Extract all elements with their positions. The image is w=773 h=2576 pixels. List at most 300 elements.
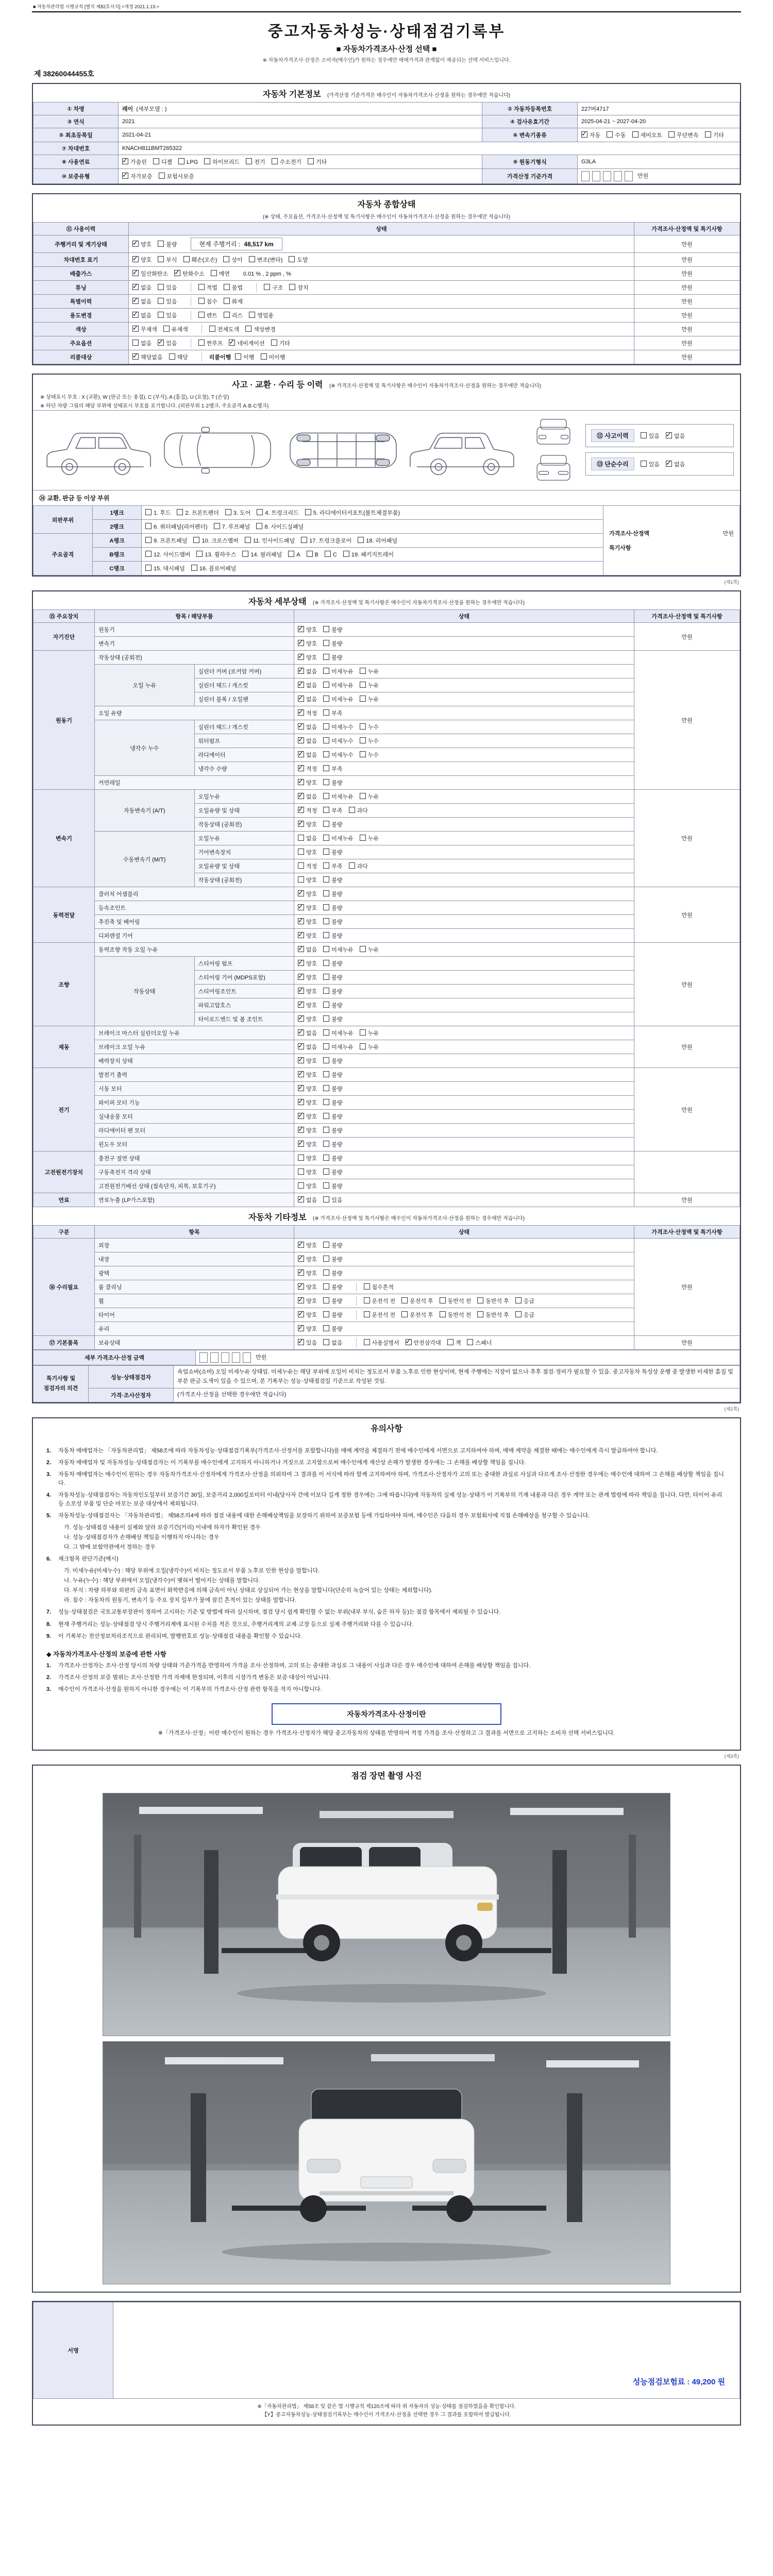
unchecked-checkbox-icon: [158, 298, 164, 304]
item-state: [294, 971, 634, 985]
device-group-label: 원동기: [33, 651, 95, 790]
price-definition-title: 자동차가격조사·산정이란: [347, 1709, 426, 1718]
checkbox-option: 양호: [298, 876, 317, 884]
checkbox-option: 미세누수: [323, 737, 354, 745]
inspection-photo-2: [103, 2041, 670, 2284]
form-reference: ■ 자동차관리법 시행규칙 [별지 제82호서식] <개정 2021.1.19.>: [33, 4, 159, 9]
checkbox-option: 운전석 전: [364, 1311, 396, 1319]
checkbox-group: [132, 313, 183, 319]
checked-checkbox-icon: [298, 723, 304, 730]
checked-checkbox-icon: [298, 932, 304, 938]
checkbox-option: 매연: [211, 269, 230, 278]
checkbox-option: ✓ 없음: [298, 1196, 317, 1204]
overall-table: [33, 222, 740, 364]
notice-item-text: 자동차 매매업자 및 자동차성능·상태점검자는 이 기록부를 매수인에게 고지하지 아니하거나 거짓으로 고지함으로써 매수인에게 재산상 손해가 발생한 경우에는 그 손해를 배상할 책임을 집니다.: [58, 1459, 526, 1466]
checked-checkbox-icon: [298, 765, 304, 771]
device-header: ⑮ 주요장치: [33, 610, 95, 623]
sub-option-group: [201, 325, 282, 334]
unchecked-checkbox-icon: [360, 1029, 366, 1036]
unchecked-checkbox-icon: [178, 158, 184, 164]
price-digit-box: [581, 171, 590, 181]
checked-checkbox-icon: [298, 1029, 304, 1036]
checked-checkbox-icon: [174, 270, 180, 276]
checked-checkbox-icon: [298, 1141, 304, 1147]
state-code-legend: ※ 상태표시 부호 : X (교환), W (판금 또는 용접), C (부식), A (흠집), U (요철), T (손상): [40, 395, 229, 400]
checkbox-option: 18. 리어패널: [358, 536, 397, 545]
unchecked-checkbox-icon: [323, 904, 329, 910]
checkbox-group: [298, 836, 385, 842]
overall-row: [33, 235, 740, 253]
unchecked-checkbox-icon: [325, 551, 331, 557]
checkbox-option: 디젤: [153, 158, 172, 166]
unchecked-checkbox-icon: [261, 353, 267, 360]
checkbox-option: 침수흔적: [364, 1283, 394, 1291]
year-label: ③ 연식: [33, 115, 119, 128]
unchecked-checkbox-icon: [257, 509, 263, 515]
unchecked-checkbox-icon: [158, 256, 164, 262]
item-label: 연료누출 (LP가스포함): [95, 1193, 294, 1207]
notice-item-text: 현재 주행거리는 성능·상태점검 당시 주행거리계에 표시된 수치를 적은 것으로, 주행거리계의 교체·고장 등으로 실제 주행거리와 다를 수 있습니다.: [58, 1621, 414, 1628]
item-state: [294, 1054, 634, 1068]
page-mark-2: (제2쪽): [724, 1406, 739, 1412]
unchecked-checkbox-icon: [349, 862, 355, 869]
item-state: [294, 1280, 634, 1294]
detail-row: [33, 1193, 740, 1207]
checkbox-option: 12. 사이드멤버: [145, 550, 190, 558]
checked-checkbox-icon: [406, 1339, 412, 1345]
checkbox-option: 불량: [323, 820, 342, 828]
notice-subitem: 다. 부식 : 차량 하부와 외판의 금속 표면이 화학반응에 의해 금속이 아닌 상태로 상실되어 가는 현상을 말합니다(단순히 녹슬어 있는 상태는 제외합니다).: [64, 1587, 433, 1594]
checked-checkbox-icon: [298, 737, 304, 743]
detail-title: [33, 591, 740, 609]
checkbox-option: ✓ 양호: [298, 1241, 317, 1249]
etc-price-header: 가격조사·산정액 및 특기사항: [634, 1226, 740, 1239]
overall-title: [33, 194, 740, 212]
checkbox-option: ✓ 자동: [581, 131, 600, 139]
item-state: [294, 1026, 634, 1040]
unchecked-checkbox-icon: [323, 696, 329, 702]
checkbox-option: 불량: [323, 890, 342, 898]
checkbox-option: 유채색: [163, 325, 188, 333]
car-submodel: (세부모델 : ): [136, 106, 167, 112]
detail-row: [33, 665, 740, 679]
checkbox-option: 불량: [323, 1001, 342, 1009]
unchecked-checkbox-icon: [323, 876, 329, 883]
checkbox-option: 불량: [323, 1140, 342, 1148]
car-name: 레이: [122, 106, 133, 112]
item-state: [294, 1138, 634, 1151]
checkbox-group: [132, 257, 314, 263]
checkbox-option: 19. 패키지트레이: [343, 550, 394, 558]
checked-checkbox-icon: [298, 1242, 304, 1248]
row-state: [129, 253, 634, 267]
rank-row: [33, 506, 740, 520]
item-state: [294, 887, 634, 901]
item-state: [294, 929, 634, 943]
detail-row: [33, 1308, 740, 1322]
unchecked-checkbox-icon: [198, 340, 205, 346]
panel-group-label: 주요골격: [33, 534, 93, 575]
checkbox-option: 17. 트렁크플로어: [301, 536, 351, 545]
unchecked-checkbox-icon: [515, 1297, 522, 1303]
unchecked-checkbox-icon: [289, 284, 295, 290]
checked-checkbox-icon: [132, 241, 139, 247]
checkbox-option: 부족: [323, 709, 342, 717]
checkbox-option: 불량: [323, 1015, 342, 1023]
checkbox-option: ✓ 양호: [298, 987, 317, 995]
detail-row: [33, 1322, 740, 1336]
checkbox-group: [298, 919, 349, 925]
checked-checkbox-icon: [298, 1002, 304, 1008]
total-price-table: [33, 1350, 740, 1365]
checkbox-option: 불량: [323, 876, 342, 884]
signature-area: [113, 2302, 740, 2399]
exchange-panel-header: ⑭ 교환, 판금 등 이상 부위: [33, 490, 740, 505]
checkbox-option: 불량: [323, 1182, 342, 1190]
inspection-photos-section: [32, 1765, 741, 2293]
item-state: [294, 706, 634, 720]
checkbox-group: [298, 766, 349, 772]
vin-label: ⑦ 차대번호: [33, 142, 119, 155]
unchecked-checkbox-icon: [360, 835, 366, 841]
unchecked-checkbox-icon: [360, 668, 366, 674]
subgroup-label: 냉각수 누수: [95, 720, 195, 776]
device-group-label: 고전원전기장치: [33, 1151, 95, 1193]
checkbox-group: [198, 299, 249, 305]
unchecked-checkbox-icon: [323, 1043, 329, 1049]
unchecked-checkbox-icon: [256, 523, 262, 529]
checkbox-group: [364, 1284, 400, 1291]
checkbox-option: 영업용: [249, 311, 274, 319]
page-mark-1: (제1쪽): [724, 580, 739, 585]
mileage-box: 현재 주행거리 : 48,517 km: [191, 238, 282, 250]
price-digit-box: [221, 1352, 229, 1363]
overall-row: [33, 281, 740, 295]
item-label: 변속기: [95, 637, 294, 651]
detail-title-text: 자동차 세부상태: [248, 598, 307, 606]
unchecked-checkbox-icon: [323, 1141, 329, 1147]
checkbox-option: 화재: [224, 297, 243, 306]
accident-history-section: [32, 374, 741, 577]
engine-label: ⑨ 원동기형식: [482, 155, 578, 169]
checkbox-option: ✓ 양호: [298, 1269, 317, 1277]
detail-row: [33, 623, 740, 637]
footer-legal-2: 【Y】중고자동차성능·상태점검기록부는 매수인이 가격조사·산정을 선택한 경우 그 결과를 포함하여 발급됩니다.: [262, 2412, 511, 2418]
checkbox-option: 불량: [323, 1168, 342, 1176]
checked-checkbox-icon: [581, 131, 587, 138]
unchecked-checkbox-icon: [323, 723, 329, 730]
price-unit: 만원: [637, 173, 649, 179]
sub-option-group: [191, 311, 280, 320]
photos-title: [33, 1766, 740, 1784]
checkbox-option: 보험사보증: [159, 172, 194, 180]
price-digit-box: [199, 1352, 208, 1363]
panel-items: [142, 506, 603, 520]
checkbox-option: ✓ 없음: [132, 311, 152, 319]
item-label: 원동기: [95, 623, 294, 637]
checkbox-group: [122, 159, 333, 165]
detail-row: [33, 651, 740, 665]
checkbox-group: [298, 1003, 349, 1009]
checkbox-option: 미세누유: [323, 667, 354, 675]
checkbox-group: [298, 1257, 349, 1263]
detail-row: [33, 1252, 740, 1266]
remarks-side-label: 특기사항 및 점검자의 의견: [33, 1366, 89, 1402]
checkbox-option: ✓ 양호: [298, 904, 317, 912]
checkbox-group: [641, 432, 692, 439]
checkbox-option: 구조: [264, 283, 283, 292]
checkbox-option: ✓ 양호: [298, 890, 317, 898]
checkbox-group: [298, 850, 349, 856]
item-label: 실린더 헤드 / 개스킷: [194, 720, 294, 734]
checked-checkbox-icon: [298, 988, 304, 994]
detail-row: [33, 943, 740, 957]
price-cell: 만원: [634, 943, 740, 1026]
checkbox-option: 미이행: [261, 353, 285, 361]
row-label: 차대번호 표기: [33, 253, 129, 267]
unchecked-checkbox-icon: [323, 821, 329, 827]
unchecked-checkbox-icon: [323, 1168, 329, 1175]
unchecked-checkbox-icon: [323, 709, 329, 716]
overall-row: [33, 323, 740, 336]
checkbox-option: ✓ 양호: [298, 1001, 317, 1009]
detail-row: [33, 915, 740, 929]
footer-legal-1: ※「자동차관리법」 제58조 및 같은 법 시행규칙 제120조에 따라 위 자동차의 성능·상태를 점검하였음을 확인합니다.: [257, 2404, 516, 2410]
checkbox-option: ✓ 양호: [298, 918, 317, 926]
sub-option-group: [191, 283, 249, 292]
notice-body: [33, 1436, 740, 1750]
item-state: [294, 762, 634, 776]
checkbox-option: ✓ 없음: [298, 751, 317, 759]
checkbox-option: 불량: [323, 1311, 342, 1319]
fuel-options: [119, 155, 482, 169]
checkbox-option: ✓ 없음: [298, 1043, 317, 1051]
notice-item-number: 3.: [46, 1471, 52, 1478]
item-state: [294, 1124, 634, 1138]
car-front-view-diagram: [528, 416, 579, 448]
checked-checkbox-icon: [298, 668, 304, 674]
price-cell: 만원: [634, 267, 740, 281]
item-state: [294, 915, 634, 929]
car-diagrams: [33, 410, 740, 490]
unchecked-checkbox-icon: [323, 1297, 329, 1303]
item-label: 실린더 블록 / 오일팬: [194, 692, 294, 706]
unchecked-checkbox-icon: [242, 551, 248, 557]
unchecked-checkbox-icon: [323, 1325, 329, 1331]
checkbox-option: 렌트: [198, 311, 217, 319]
checkbox-option: B: [307, 550, 318, 558]
unchecked-checkbox-icon: [298, 876, 304, 883]
unchecked-checkbox-icon: [224, 298, 230, 304]
checkbox-option: ✓ 양호: [298, 820, 317, 828]
unchecked-checkbox-icon: [225, 509, 231, 515]
device-group-label: 변속기: [33, 790, 95, 887]
unchecked-checkbox-icon: [305, 509, 311, 515]
checkbox-option: 세미오토: [632, 131, 663, 139]
checkbox-option: 불량: [323, 1057, 342, 1065]
checkbox-option: ✓ 없음: [132, 297, 152, 306]
unchecked-checkbox-icon: [323, 946, 329, 952]
item-state: [294, 1336, 634, 1350]
simple-repair-label: ⑬ 단순수리: [591, 457, 634, 470]
checkbox-option: ✓ 양호: [298, 778, 317, 787]
rank-label: 1랭크: [93, 506, 142, 520]
unchecked-checkbox-icon: [401, 1311, 408, 1317]
detail-row: [33, 1068, 740, 1082]
checkbox-group: [298, 1270, 349, 1277]
checked-checkbox-icon: [298, 1015, 304, 1022]
simple-repair-row: [585, 452, 734, 476]
checkbox-option: 9. 프론트패널: [145, 536, 187, 545]
checkbox-option: 응급: [515, 1311, 534, 1319]
checkbox-option: 색상변경: [245, 325, 276, 333]
car-name-label: ① 차명: [33, 103, 119, 115]
notice-subitem: 라. 침수 : 자동차의 원동기, 변속기 등 주요 장치 일부가 물에 잠긴 흔적이 있는 상태를 말합니다.: [64, 1597, 297, 1604]
item-state: [294, 1294, 634, 1308]
checkbox-option: 기타: [705, 131, 724, 139]
checkbox-option: 2. 프론트펜더: [177, 509, 219, 517]
unchecked-checkbox-icon: [323, 1256, 329, 1262]
car-side-left-diagram: [39, 418, 152, 482]
checkbox-option: 동반석 후: [477, 1297, 509, 1305]
unchecked-checkbox-icon: [632, 131, 638, 138]
checkbox-option: ✓ 안전삼각대: [406, 1338, 441, 1347]
price-cell: 만원: [634, 350, 740, 364]
checkbox-option: ✓ 없음: [666, 460, 685, 468]
unchecked-checkbox-icon: [323, 862, 329, 869]
checkbox-group: [198, 341, 296, 347]
checkbox-option: 적법: [198, 283, 217, 292]
page-title: 중고자동차성능·상태점검기록부: [267, 23, 506, 40]
base-price-value: [578, 169, 740, 184]
checkbox-group: [132, 271, 236, 277]
unchecked-checkbox-icon: [132, 340, 139, 346]
checkbox-option: 누수: [360, 737, 379, 745]
checked-checkbox-icon: [132, 353, 139, 360]
unchecked-checkbox-icon: [364, 1297, 370, 1303]
simple-repair-options: [641, 461, 692, 468]
checkbox-option: ✓ 무채색: [132, 325, 157, 333]
checkbox-option: 불량: [323, 1098, 342, 1107]
detail-row: [33, 887, 740, 901]
unchecked-checkbox-icon: [153, 158, 159, 164]
detail-row: [33, 957, 740, 971]
price-cell: 만원: [634, 235, 740, 253]
unchecked-checkbox-icon: [323, 918, 329, 924]
item-state: [294, 1308, 634, 1322]
price-header: 가격조사·산정액 및 특기사항: [634, 223, 740, 235]
checkbox-option: ✓ 양호: [298, 639, 317, 648]
price-digit-box: [603, 171, 611, 181]
unchecked-checkbox-icon: [607, 131, 613, 138]
overall-row: [33, 253, 740, 267]
price-digit-box: [614, 171, 622, 181]
unchecked-checkbox-icon: [323, 1002, 329, 1008]
checkbox-option: 기타: [271, 339, 290, 347]
subtitle-note: ※ 자동차가격조사·산정은 소비자(매수인)가 원하는 경우에만 매매가격과 관계없이 제공되는 선택 서비스입니다.: [262, 58, 511, 63]
unchecked-checkbox-icon: [360, 1043, 366, 1049]
price-digit-box: [210, 1352, 219, 1363]
checked-checkbox-icon: [298, 751, 304, 757]
item-state: [294, 1239, 634, 1252]
price-cell: 만원: [634, 336, 740, 350]
unchecked-checkbox-icon: [358, 537, 364, 543]
checked-checkbox-icon: [298, 793, 304, 799]
sub-option-group: [356, 1338, 498, 1347]
checkbox-option: 응급: [515, 1297, 534, 1305]
item-state: [294, 623, 634, 637]
checked-checkbox-icon: [298, 1297, 304, 1303]
checkbox-option: 양호: [298, 1154, 317, 1162]
checkbox-group: [298, 877, 349, 884]
checkbox-option: ✓ 없음: [666, 432, 685, 440]
unchecked-checkbox-icon: [245, 326, 251, 332]
notice-title: [33, 1418, 740, 1436]
appraiser-label: 가격·조사산정자: [89, 1388, 174, 1402]
page-mark-3: (제3쪽): [724, 1754, 739, 1759]
notice-item: [46, 1512, 727, 1520]
unchecked-checkbox-icon: [323, 932, 329, 938]
reg-no-value: 227버4717: [578, 103, 740, 115]
checkbox-option: 부족: [323, 806, 342, 815]
total-price-label: 세부 가격조사·산정 금액: [33, 1350, 196, 1365]
checkbox-option: A: [288, 550, 300, 558]
row-label: 용도변경: [33, 309, 129, 323]
item-label: 등속조인트: [95, 901, 294, 915]
checkbox-option: 부식: [158, 256, 177, 264]
item-state: [294, 651, 634, 665]
detail-row: [33, 1266, 740, 1280]
notice-item: [46, 1459, 727, 1467]
notice-item: [46, 1555, 727, 1564]
checked-checkbox-icon: [298, 960, 304, 966]
notice-item-number: 6.: [46, 1556, 52, 1563]
item-state: [294, 1110, 634, 1124]
checkbox-option: ✓ 없음: [298, 792, 317, 801]
checkbox-option: ✓ 양호: [298, 973, 317, 981]
item-state: [294, 1266, 634, 1280]
unchecked-checkbox-icon: [249, 312, 255, 318]
unchecked-checkbox-icon: [323, 1242, 329, 1248]
checked-checkbox-icon: [298, 946, 304, 952]
sub-option-group: 리콜이행 이행 미이행: [201, 352, 292, 362]
detail-row: [33, 1151, 740, 1165]
unchecked-checkbox-icon: [191, 565, 197, 571]
checkbox-group: [298, 683, 385, 689]
unchecked-checkbox-icon: [360, 723, 366, 730]
sub-option-group: [191, 338, 296, 348]
notice-item-number: 1.: [46, 1447, 52, 1454]
checkbox-group: [298, 1086, 349, 1092]
checkbox-option: 누유: [360, 667, 379, 675]
checkbox-option: LPG: [178, 158, 198, 165]
checkbox-option: 상이: [223, 256, 242, 264]
device-group-label: 동력전달: [33, 887, 95, 943]
notice-item: [46, 1632, 727, 1641]
checked-checkbox-icon: [298, 1085, 304, 1091]
accident-note: (※ 가격조사·산정액 및 특기사항은 매수인이 자동차가격조사·산정을 원하는 경우에만 적습니다): [329, 383, 541, 389]
unchecked-checkbox-icon: [145, 523, 152, 529]
checkbox-option: 불량: [323, 639, 342, 648]
notice-item: [46, 1608, 727, 1617]
unchecked-checkbox-icon: [323, 1071, 329, 1077]
overall-row: [33, 295, 740, 309]
checkbox-option: ✓ 양호: [298, 1311, 317, 1319]
etc-table: [33, 1225, 740, 1350]
checkbox-option: 누유: [360, 1029, 379, 1037]
item-label: 고전원전기배선 상태 (접속단자, 피복, 보호기구): [95, 1179, 294, 1193]
signature-section: [32, 2301, 741, 2426]
